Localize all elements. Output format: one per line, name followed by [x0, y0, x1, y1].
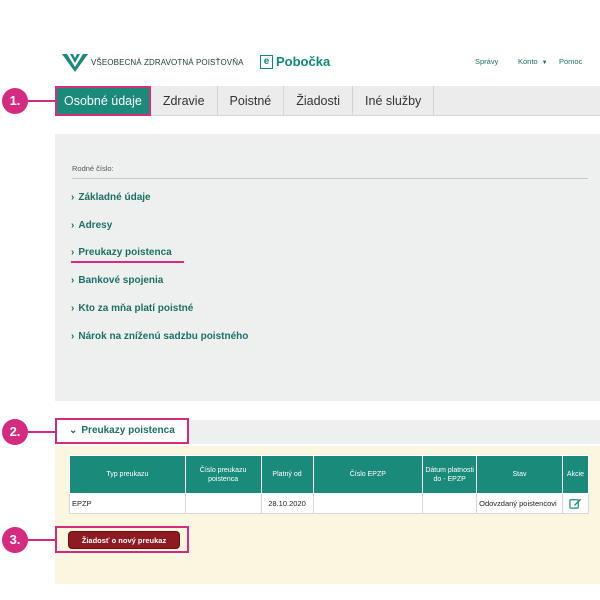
divider [72, 178, 588, 179]
link-label: Nárok na zníženú sadzbu poistného [78, 331, 249, 342]
col-cislo-epzp: Číslo EPZP [313, 456, 423, 494]
chevron-right-icon: › [71, 331, 75, 342]
cell-stav: Odovzdaný poistencovi [477, 494, 563, 514]
table-row [70, 494, 589, 514]
link-label: Základné údaje [78, 192, 151, 203]
chevron-right-icon: › [71, 247, 75, 258]
edit-icon [569, 497, 582, 510]
link-adresy[interactable] [71, 220, 112, 231]
link-label: Bankové spojenia [78, 275, 164, 286]
tab-ine-sluzby[interactable]: Iné služby [353, 86, 434, 116]
link-narok-znizena-sadzba[interactable] [71, 331, 248, 342]
cell-cislo-epzp [313, 494, 423, 514]
col-platny-od: Platný od [261, 456, 313, 494]
new-card-request-button[interactable]: Žiadosť o nový preukaz [68, 531, 180, 549]
tab-osobne-udaje[interactable]: Osobné údaje [55, 86, 151, 116]
nav-spravy-link[interactable]: Správy [475, 57, 499, 66]
logo-text: VŠEOBECNÁ ZDRAVOTNÁ POISŤOVŇA [91, 57, 244, 67]
nav-konto-dropdown[interactable] [518, 57, 548, 66]
annotation-badge-3: 3. [2, 527, 28, 553]
tab-zdravie[interactable]: Zdravie [151, 86, 218, 116]
annotation-badge-2: 2. [2, 419, 28, 445]
col-typ-preukazu: Typ preukazu [70, 456, 186, 494]
vszp-logo-icon [62, 52, 88, 72]
link-bankove-spojenia[interactable] [71, 275, 163, 286]
chevron-down-icon: ⌄ [69, 425, 78, 436]
chevron-right-icon: › [71, 275, 75, 286]
insurance-cards-table [69, 455, 589, 514]
vszp-logo[interactable] [62, 52, 244, 72]
annotation-line-2 [27, 431, 55, 433]
highlight-underline [71, 261, 184, 263]
personal-data-panel [55, 134, 600, 401]
annotation-line-3 [27, 539, 55, 541]
chevron-right-icon: › [71, 220, 75, 231]
page-header [0, 0, 600, 86]
cell-typ: EPZP [70, 494, 186, 514]
annotation-badge-1: 1. [2, 88, 28, 114]
epobocka-e-icon: e [260, 55, 273, 69]
epobocka-name: Pobočka [276, 54, 331, 69]
table-header-row [70, 456, 589, 494]
main-tabs [55, 86, 600, 116]
tab-ziadosti[interactable]: Žiadosti [284, 86, 353, 116]
nav-konto-label: Konto [518, 57, 538, 66]
cell-datum-platnosti [423, 494, 477, 514]
link-label: Preukazy poistenca [78, 247, 172, 258]
cell-platny-od: 28.10.2020 [261, 494, 313, 514]
col-datum-platnosti: Dátum platnosti do - EPZP [423, 456, 477, 494]
epobocka-logo[interactable] [260, 54, 330, 69]
link-label: Kto za mňa platí poistné [78, 303, 194, 314]
cell-cislo-preukazu [185, 494, 261, 514]
link-preukazy-poistenca[interactable] [71, 247, 172, 258]
rodne-cislo-label: Rodné číslo: [72, 164, 114, 173]
link-label: Adresy [78, 220, 113, 231]
link-kto-plati-poistne[interactable] [71, 303, 193, 314]
chevron-right-icon: › [71, 192, 75, 203]
col-stav: Stav [477, 456, 563, 494]
col-cislo-preukazu: Číslo preukazu poistenca [185, 456, 261, 494]
chevron-right-icon: › [71, 303, 75, 314]
tab-poistne[interactable]: Poistné [218, 86, 285, 116]
link-zakladne-udaje[interactable] [71, 192, 151, 203]
section-title: Preukazy poistenca [81, 425, 175, 436]
edit-action[interactable] [562, 494, 588, 514]
nav-pomoc-link[interactable]: Pomoc [559, 57, 583, 66]
section-toggle-preukazy[interactable] [55, 418, 189, 444]
caret-down-icon: ▼ [541, 60, 548, 66]
col-akcie: Akcie [562, 456, 588, 494]
annotation-line-1 [27, 100, 55, 102]
